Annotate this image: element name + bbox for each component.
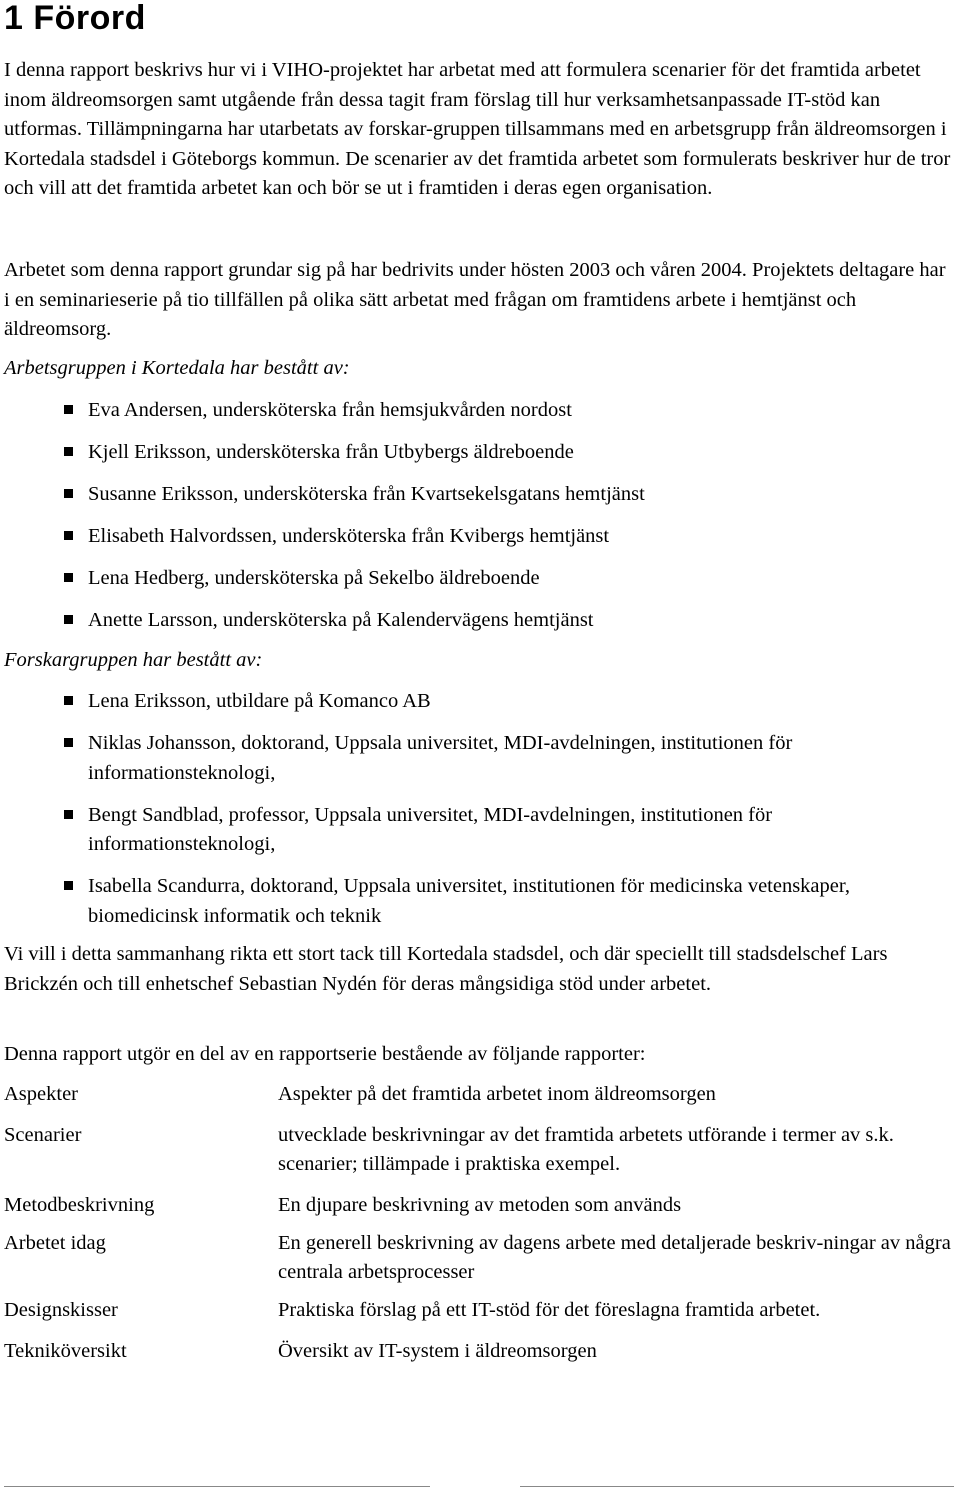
list-item: Susanne Eriksson, undersköterska från Kvartsekelsgatans hemtjänst: [0, 480, 956, 510]
researchgroup-heading: Forskargruppen har bestått av:: [4, 649, 263, 671]
thanks-paragraph: Vi vill i detta sammanhang rikta ett stort tack till Kortedala stadsdel, och där speciellt till stadsdelschef Lars Brickzén och till enhetschef Sebastian Nydén för deras mångsidiga stöd under arbetet.: [4, 943, 888, 995]
report-description: En djupare beskrivning av metoden som används: [278, 1194, 682, 1216]
report-name: Metodbeskrivning: [4, 1194, 155, 1216]
bullet-icon: [64, 573, 73, 582]
list-item: Elisabeth Halvordssen, undersköterska från Kvibergs hemtjänst: [0, 522, 956, 552]
bullet-icon: [64, 447, 73, 456]
report-description: Översikt av IT-system i äldreomsorgen: [278, 1340, 597, 1362]
bullet-icon: [64, 881, 73, 890]
table-row: [4, 1229, 956, 1287]
bullet-icon: [64, 531, 73, 540]
researchgroup-list: [0, 687, 960, 931]
table-row: [4, 1296, 956, 1325]
background-paragraph: Arbetet som denna rapport grundar sig på har bedrivits under hösten 2003 och våren 2004. Projektets deltagare har i en seminarieserie på tio tillfällen på olika sätt arbetat med frågan om framtidens arbete i hemtjänst och äldreomsorg.: [4, 259, 946, 340]
footer-divider: [520, 1486, 954, 1487]
report-name: Arbetet idag: [4, 1232, 106, 1254]
bullet-icon: [64, 489, 73, 498]
report-series-table: [4, 1080, 956, 1366]
intro-paragraph: I denna rapport beskrivs hur vi i VIHO-projektet har arbetat med att formulera scenarier för det framtida arbetet inom äldreomsorgen samt utgående från dessa tagit fram förslag till hur verksamhetsanpassade IT-stöd kan utformas. Tillämpningarna har utarbetats av forskar-gruppen tillsammans med en arbetsgrupp från äldreomsorgen i Kortedala stadsdel i Göteborgs kommun. De scenarier av det framtida arbetet som formulerats beskriver hur de tror och vill att det framtida arbetet kan och bör se ut i framtiden i deras egen organisation.: [4, 59, 951, 199]
table-row: [4, 1121, 956, 1179]
workgroup-heading: Arbetsgruppen i Kortedala har bestått av:: [4, 357, 350, 379]
list-item: Isabella Scandurra, doktorand, Uppsala universitet, institutionen för medicinska vetenskaper, biomedicinsk informatik och teknik: [0, 872, 956, 931]
report-name: Tekniköversikt: [4, 1340, 127, 1362]
table-row: [4, 1191, 956, 1220]
footer-divider: [4, 1486, 430, 1487]
list-item: Anette Larsson, undersköterska på Kalendervägens hemtjänst: [0, 606, 956, 636]
page-title: 1 Förord: [4, 0, 146, 37]
list-item: Bengt Sandblad, professor, Uppsala universitet, MDI-avdelningen, institutionen för informationsteknologi,: [0, 801, 956, 860]
list-item: Kjell Eriksson, undersköterska från Utbybergs äldreboende: [0, 438, 956, 468]
bullet-icon: [64, 738, 73, 747]
report-description: Aspekter på det framtida arbetet inom äldreomsorgen: [278, 1083, 716, 1105]
report-name: Scenarier: [4, 1124, 82, 1146]
bullet-icon: [64, 615, 73, 624]
report-description: utvecklade beskrivningar av det framtida arbetets utförande i termer av s.k. scenarier; tillämpade i praktiska exempel.: [278, 1124, 894, 1175]
series-intro: Denna rapport utgör en del av en rapportserie bestående av följande rapporter:: [4, 1043, 646, 1065]
report-description: Praktiska förslag på ett IT-stöd för det föreslagna framtida arbetet.: [278, 1299, 821, 1321]
bullet-icon: [64, 810, 73, 819]
workgroup-list: [0, 396, 960, 636]
table-row: [4, 1337, 956, 1366]
report-name: Aspekter: [4, 1083, 79, 1105]
report-description: En generell beskrivning av dagens arbete med detaljerade beskriv-ningar av några centrala arbetsprocesser: [278, 1232, 951, 1283]
report-name: Designskisser: [4, 1299, 118, 1321]
list-item: Niklas Johansson, doktorand, Uppsala universitet, MDI-avdelningen, institutionen för informationsteknologi,: [0, 729, 956, 788]
list-item: Lena Eriksson, utbildare på Komanco AB: [0, 687, 956, 717]
list-item: Lena Hedberg, undersköterska på Sekelbo äldreboende: [0, 564, 956, 594]
bullet-icon: [64, 696, 73, 705]
list-item: Eva Andersen, undersköterska från hemsjukvården nordost: [0, 396, 956, 426]
table-row: [4, 1080, 956, 1109]
bullet-icon: [64, 405, 73, 414]
